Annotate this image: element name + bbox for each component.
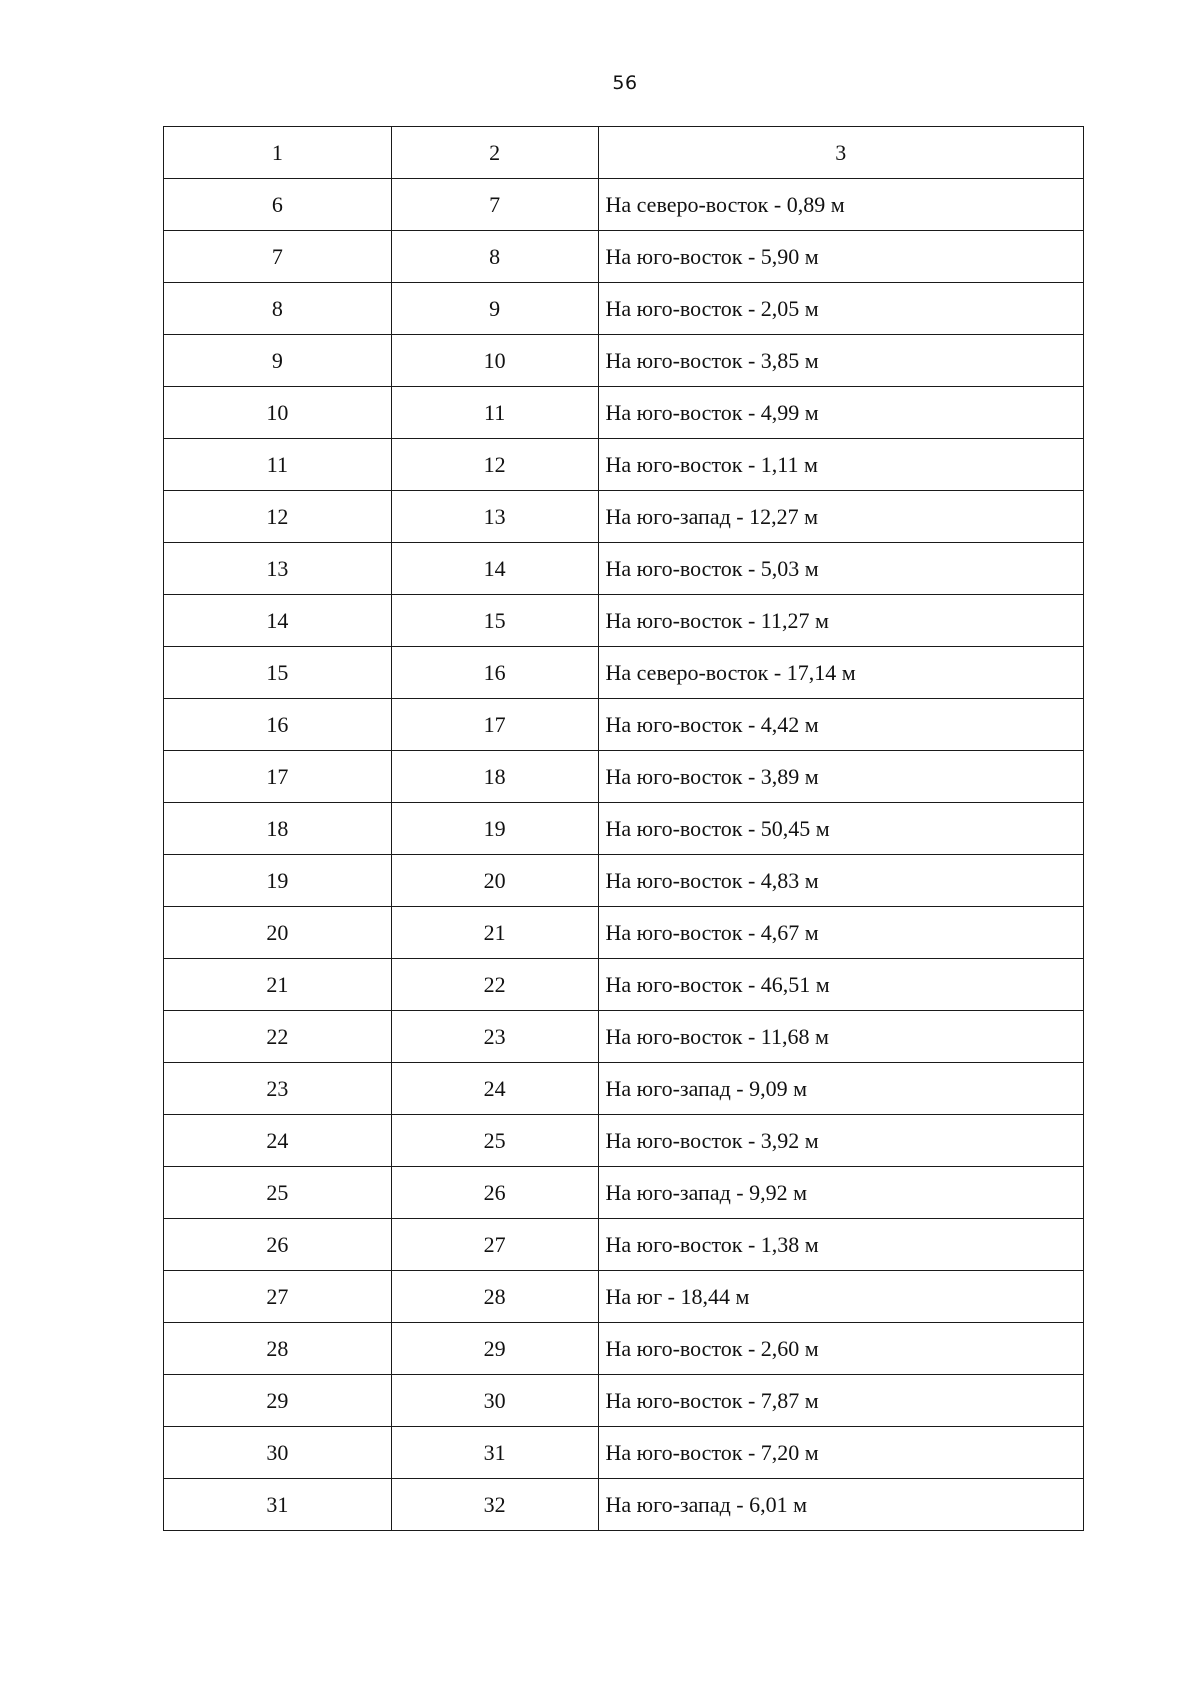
point-to-cell: 9 — [391, 283, 598, 335]
table-row — [164, 751, 1084, 803]
direction-distance-cell: На юго-запад - 6,01 м — [598, 1479, 1084, 1531]
point-to-cell: 19 — [391, 803, 598, 855]
point-from-cell: 13 — [164, 543, 392, 595]
direction-distance-cell: На юго-восток - 3,92 м — [598, 1115, 1084, 1167]
direction-distance-cell: На юго-восток - 4,67 м — [598, 907, 1084, 959]
table-row — [164, 387, 1084, 439]
direction-distance-cell: На юго-запад - 9,09 м — [598, 1063, 1084, 1115]
boundary-table — [163, 126, 1084, 1531]
point-to-cell: 23 — [391, 1011, 598, 1063]
point-from-cell: 24 — [164, 1115, 392, 1167]
direction-distance-cell: На юго-восток - 4,99 м — [598, 387, 1084, 439]
point-to-cell: 25 — [391, 1115, 598, 1167]
point-from-cell: 31 — [164, 1479, 392, 1531]
direction-distance-cell: На юго-восток - 4,42 м — [598, 699, 1084, 751]
point-to-cell: 13 — [391, 491, 598, 543]
point-from-cell: 28 — [164, 1323, 392, 1375]
direction-distance-cell: На юго-запад - 12,27 м — [598, 491, 1084, 543]
point-from-cell: 12 — [164, 491, 392, 543]
point-to-cell: 10 — [391, 335, 598, 387]
point-to-cell: 12 — [391, 439, 598, 491]
point-to-cell: 11 — [391, 387, 598, 439]
direction-distance-cell: На северо-восток - 17,14 м — [598, 647, 1084, 699]
point-from-cell: 25 — [164, 1167, 392, 1219]
point-to-cell: 18 — [391, 751, 598, 803]
table-row — [164, 335, 1084, 387]
direction-distance-cell: На юго-восток - 50,45 м — [598, 803, 1084, 855]
point-to-cell: 17 — [391, 699, 598, 751]
table-row — [164, 1011, 1084, 1063]
header-cell-1: 1 — [164, 127, 392, 179]
table-row — [164, 855, 1084, 907]
table-row — [164, 1271, 1084, 1323]
table-row — [164, 1167, 1084, 1219]
point-to-cell: 15 — [391, 595, 598, 647]
point-to-cell: 20 — [391, 855, 598, 907]
table-row — [164, 803, 1084, 855]
point-from-cell: 15 — [164, 647, 392, 699]
point-to-cell: 22 — [391, 959, 598, 1011]
table-row — [164, 907, 1084, 959]
point-to-cell: 30 — [391, 1375, 598, 1427]
point-from-cell: 19 — [164, 855, 392, 907]
direction-distance-cell: На юго-восток - 1,11 м — [598, 439, 1084, 491]
direction-distance-cell: На юго-восток - 2,05 м — [598, 283, 1084, 335]
point-to-cell: 28 — [391, 1271, 598, 1323]
point-to-cell: 27 — [391, 1219, 598, 1271]
point-to-cell: 31 — [391, 1427, 598, 1479]
table-row — [164, 543, 1084, 595]
point-from-cell: 14 — [164, 595, 392, 647]
point-to-cell: 8 — [391, 231, 598, 283]
point-to-cell: 29 — [391, 1323, 598, 1375]
point-from-cell: 16 — [164, 699, 392, 751]
direction-distance-cell: На юг - 18,44 м — [598, 1271, 1084, 1323]
point-from-cell: 30 — [164, 1427, 392, 1479]
direction-distance-cell: На юго-восток - 5,03 м — [598, 543, 1084, 595]
table-row — [164, 283, 1084, 335]
table-row — [164, 1427, 1084, 1479]
direction-distance-cell: На юго-восток - 46,51 м — [598, 959, 1084, 1011]
table-row — [164, 1063, 1084, 1115]
point-from-cell: 23 — [164, 1063, 392, 1115]
point-from-cell: 6 — [164, 179, 392, 231]
table-row — [164, 595, 1084, 647]
table-row — [164, 959, 1084, 1011]
table-row — [164, 1375, 1084, 1427]
direction-distance-cell: На юго-восток - 11,68 м — [598, 1011, 1084, 1063]
point-from-cell: 17 — [164, 751, 392, 803]
point-from-cell: 7 — [164, 231, 392, 283]
table-row — [164, 439, 1084, 491]
point-from-cell: 10 — [164, 387, 392, 439]
point-to-cell: 21 — [391, 907, 598, 959]
table-row — [164, 1115, 1084, 1167]
table-row — [164, 647, 1084, 699]
point-from-cell: 8 — [164, 283, 392, 335]
direction-distance-cell: На северо-восток - 0,89 м — [598, 179, 1084, 231]
header-cell-3: 3 — [598, 127, 1084, 179]
table-body — [164, 127, 1084, 1531]
point-to-cell: 14 — [391, 543, 598, 595]
table-row — [164, 1219, 1084, 1271]
point-from-cell: 20 — [164, 907, 392, 959]
point-from-cell: 29 — [164, 1375, 392, 1427]
table-header-row — [164, 127, 1084, 179]
point-from-cell: 26 — [164, 1219, 392, 1271]
point-from-cell: 27 — [164, 1271, 392, 1323]
table-row — [164, 231, 1084, 283]
table-row — [164, 1479, 1084, 1531]
point-from-cell: 9 — [164, 335, 392, 387]
point-to-cell: 26 — [391, 1167, 598, 1219]
point-to-cell: 7 — [391, 179, 598, 231]
direction-distance-cell: На юго-восток - 3,85 м — [598, 335, 1084, 387]
point-to-cell: 32 — [391, 1479, 598, 1531]
table-row — [164, 491, 1084, 543]
direction-distance-cell: На юго-восток - 2,60 м — [598, 1323, 1084, 1375]
direction-distance-cell: На юго-восток - 3,89 м — [598, 751, 1084, 803]
direction-distance-cell: На юго-восток - 11,27 м — [598, 595, 1084, 647]
direction-distance-cell: На юго-восток - 7,20 м — [598, 1427, 1084, 1479]
table-row — [164, 699, 1084, 751]
direction-distance-cell: На юго-восток - 1,38 м — [598, 1219, 1084, 1271]
page-number: 56 — [612, 72, 638, 94]
point-from-cell: 11 — [164, 439, 392, 491]
direction-distance-cell: На юго-восток - 5,90 м — [598, 231, 1084, 283]
header-cell-2: 2 — [391, 127, 598, 179]
direction-distance-cell: На юго-восток - 4,83 м — [598, 855, 1084, 907]
table-row — [164, 1323, 1084, 1375]
point-from-cell: 18 — [164, 803, 392, 855]
point-from-cell: 22 — [164, 1011, 392, 1063]
direction-distance-cell: На юго-восток - 7,87 м — [598, 1375, 1084, 1427]
table-row — [164, 179, 1084, 231]
direction-distance-cell: На юго-запад - 9,92 м — [598, 1167, 1084, 1219]
point-from-cell: 21 — [164, 959, 392, 1011]
point-to-cell: 24 — [391, 1063, 598, 1115]
point-to-cell: 16 — [391, 647, 598, 699]
